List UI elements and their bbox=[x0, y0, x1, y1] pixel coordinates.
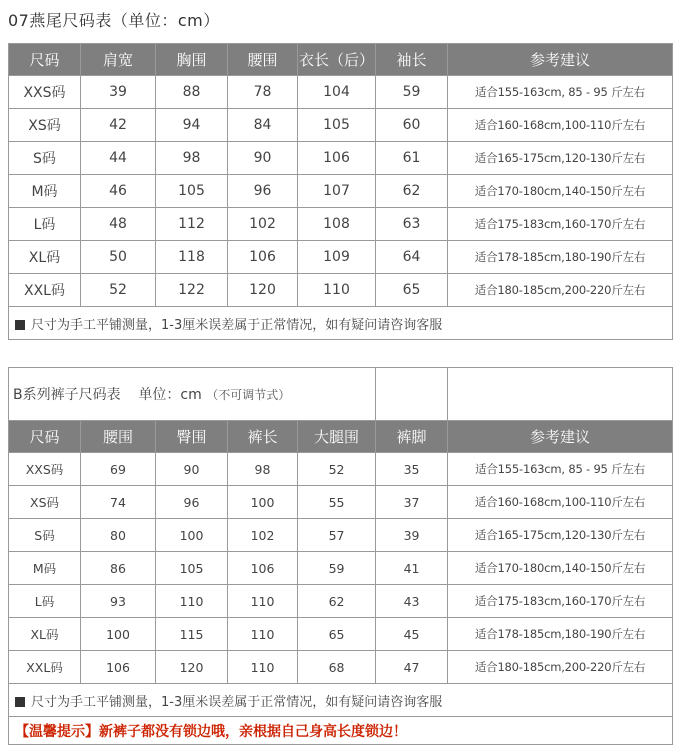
measure-cell: 62 bbox=[298, 585, 376, 618]
measure-cell: 110 bbox=[228, 585, 298, 618]
advice-cell: 适合160-168cm,100-110斤左右 bbox=[448, 486, 673, 519]
table-row bbox=[9, 486, 673, 519]
measure-cell: 109 bbox=[298, 241, 376, 274]
table-header-row bbox=[9, 44, 673, 76]
measure-cell: 52 bbox=[81, 274, 156, 307]
measure-cell: 112 bbox=[156, 208, 228, 241]
measure-cell: 120 bbox=[156, 651, 228, 684]
size-cell: M码 bbox=[9, 552, 81, 585]
col-header-size: 尺码 bbox=[9, 421, 81, 453]
table1-title: 07燕尾尺码表（单位：cm） bbox=[8, 11, 220, 30]
measure-cell: 39 bbox=[376, 519, 448, 552]
table2-title-empty-cell-2 bbox=[448, 368, 673, 421]
measure-cell: 122 bbox=[156, 274, 228, 307]
measure-cell: 39 bbox=[81, 76, 156, 109]
square-bullet-icon bbox=[15, 697, 25, 707]
measure-cell: 60 bbox=[376, 109, 448, 142]
table-row bbox=[9, 519, 673, 552]
table-row bbox=[9, 208, 673, 241]
measure-cell: 100 bbox=[156, 519, 228, 552]
advice-cell: 适合180-185cm,200-220斤左右 bbox=[448, 651, 673, 684]
advice-cell: 适合178-185cm,180-190斤左右 bbox=[448, 241, 673, 274]
table1-body bbox=[9, 76, 673, 307]
measure-cell: 35 bbox=[376, 453, 448, 486]
measure-cell: 69 bbox=[81, 453, 156, 486]
measure-cell: 110 bbox=[228, 618, 298, 651]
measure-cell: 47 bbox=[376, 651, 448, 684]
measure-cell: 118 bbox=[156, 241, 228, 274]
measure-cell: 105 bbox=[156, 552, 228, 585]
measure-cell: 110 bbox=[298, 274, 376, 307]
size-cell: XXL码 bbox=[9, 651, 81, 684]
size-cell: L码 bbox=[9, 585, 81, 618]
advice-cell: 适合170-180cm,140-150斤左右 bbox=[448, 175, 673, 208]
table-row bbox=[9, 552, 673, 585]
measure-cell: 86 bbox=[81, 552, 156, 585]
measure-cell: 120 bbox=[228, 274, 298, 307]
table2-note-cell bbox=[9, 684, 673, 717]
measure-cell: 46 bbox=[81, 175, 156, 208]
measure-cell: 98 bbox=[228, 453, 298, 486]
measure-cell: 102 bbox=[228, 519, 298, 552]
table-row bbox=[9, 618, 673, 651]
measure-cell: 50 bbox=[81, 241, 156, 274]
col-header-sleeve: 袖长 bbox=[376, 44, 448, 76]
measure-cell: 80 bbox=[81, 519, 156, 552]
measure-cell: 57 bbox=[298, 519, 376, 552]
measure-cell: 45 bbox=[376, 618, 448, 651]
table2-note: 尺寸为手工平铺测量，1-3厘米误差属于正常情况，如有疑问请咨询客服 bbox=[31, 694, 443, 710]
measure-cell: 106 bbox=[298, 142, 376, 175]
table2-tip-cell bbox=[9, 717, 673, 745]
measure-cell: 100 bbox=[228, 486, 298, 519]
table-row bbox=[9, 175, 673, 208]
table1-note-cell bbox=[9, 307, 673, 340]
col-header-waist: 腰围 bbox=[81, 421, 156, 453]
measure-cell: 100 bbox=[81, 618, 156, 651]
table-row bbox=[9, 651, 673, 684]
measure-cell: 52 bbox=[298, 453, 376, 486]
col-header-size: 尺码 bbox=[9, 44, 81, 76]
measure-cell: 115 bbox=[156, 618, 228, 651]
table2-title-row bbox=[9, 368, 673, 421]
advice-cell: 适合165-175cm,120-130斤左右 bbox=[448, 142, 673, 175]
measure-cell: 108 bbox=[298, 208, 376, 241]
measure-cell: 59 bbox=[376, 76, 448, 109]
col-header-shoulder: 肩宽 bbox=[81, 44, 156, 76]
table-row bbox=[9, 274, 673, 307]
measure-cell: 106 bbox=[81, 651, 156, 684]
measure-cell: 48 bbox=[81, 208, 156, 241]
measure-cell: 62 bbox=[376, 175, 448, 208]
table-row bbox=[9, 241, 673, 274]
advice-cell: 适合170-180cm,140-150斤左右 bbox=[448, 552, 673, 585]
col-header-advice: 参考建议 bbox=[448, 44, 673, 76]
measure-cell: 84 bbox=[228, 109, 298, 142]
tip-tag: 【温馨提示】 bbox=[15, 723, 99, 740]
measure-cell: 96 bbox=[156, 486, 228, 519]
measure-cell: 106 bbox=[228, 552, 298, 585]
col-header-waist: 腰围 bbox=[228, 44, 298, 76]
size-cell: XS码 bbox=[9, 486, 81, 519]
advice-cell: 适合180-185cm,200-220斤左右 bbox=[448, 274, 673, 307]
advice-cell: 适合155-163cm, 85 - 95 斤左右 bbox=[448, 76, 673, 109]
table-row bbox=[9, 109, 673, 142]
size-cell: M码 bbox=[9, 175, 81, 208]
table2-body bbox=[9, 453, 673, 684]
size-cell: XS码 bbox=[9, 109, 81, 142]
col-header-length: 衣长（后） bbox=[298, 44, 376, 76]
col-header-thigh: 大腿围 bbox=[298, 421, 376, 453]
size-table-tailcoat bbox=[8, 43, 673, 340]
measure-cell: 98 bbox=[156, 142, 228, 175]
size-cell: S码 bbox=[9, 142, 81, 175]
measure-cell: 102 bbox=[228, 208, 298, 241]
measure-cell: 68 bbox=[298, 651, 376, 684]
square-bullet-icon bbox=[15, 320, 25, 330]
advice-cell: 适合178-185cm,180-190斤左右 bbox=[448, 618, 673, 651]
table-row bbox=[9, 585, 673, 618]
measure-cell: 90 bbox=[228, 142, 298, 175]
advice-cell: 适合175-183cm,160-170斤左右 bbox=[448, 208, 673, 241]
measure-cell: 105 bbox=[156, 175, 228, 208]
measure-cell: 88 bbox=[156, 76, 228, 109]
measure-cell: 63 bbox=[376, 208, 448, 241]
advice-cell: 适合155-163cm, 85 - 95 斤左右 bbox=[448, 453, 673, 486]
size-cell: XXS码 bbox=[9, 453, 81, 486]
measure-cell: 74 bbox=[81, 486, 156, 519]
col-header-hip: 臀围 bbox=[156, 421, 228, 453]
measure-cell: 65 bbox=[298, 618, 376, 651]
table2-title: B系列裤子尺码表 bbox=[13, 387, 121, 403]
measure-cell: 59 bbox=[298, 552, 376, 585]
col-header-advice: 参考建议 bbox=[448, 421, 673, 453]
col-header-chest: 胸围 bbox=[156, 44, 228, 76]
measure-cell: 93 bbox=[81, 585, 156, 618]
measure-cell: 78 bbox=[228, 76, 298, 109]
size-cell: L码 bbox=[9, 208, 81, 241]
measure-cell: 61 bbox=[376, 142, 448, 175]
table2-subtitle: （不可调节式） bbox=[206, 388, 291, 402]
size-cell: S码 bbox=[9, 519, 81, 552]
advice-cell: 适合175-183cm,160-170斤左右 bbox=[448, 585, 673, 618]
measure-cell: 43 bbox=[376, 585, 448, 618]
table-row bbox=[9, 142, 673, 175]
measure-cell: 55 bbox=[298, 486, 376, 519]
advice-cell: 适合160-168cm,100-110斤左右 bbox=[448, 109, 673, 142]
measure-cell: 106 bbox=[228, 241, 298, 274]
size-table-pants bbox=[8, 367, 673, 745]
table2-note-row bbox=[9, 684, 673, 717]
tip-text: 新裤子都没有锁边哦，亲根据自己身高长度锁边！ bbox=[99, 723, 407, 740]
measure-cell: 105 bbox=[298, 109, 376, 142]
table1-note-row bbox=[9, 307, 673, 340]
measure-cell: 42 bbox=[81, 109, 156, 142]
size-cell: XL码 bbox=[9, 618, 81, 651]
measure-cell: 104 bbox=[298, 76, 376, 109]
measure-cell: 64 bbox=[376, 241, 448, 274]
measure-cell: 65 bbox=[376, 274, 448, 307]
measure-cell: 37 bbox=[376, 486, 448, 519]
measure-cell: 110 bbox=[156, 585, 228, 618]
col-header-hem: 裤脚 bbox=[376, 421, 448, 453]
table2-unit: 单位：cm bbox=[138, 387, 202, 403]
table1-note: 尺寸为手工平铺测量，1-3厘米误差属于正常情况，如有疑问请咨询客服 bbox=[31, 317, 443, 333]
size-cell: XXL码 bbox=[9, 274, 81, 307]
size-cell: XXS码 bbox=[9, 76, 81, 109]
measure-cell: 107 bbox=[298, 175, 376, 208]
advice-cell: 适合165-175cm,120-130斤左右 bbox=[448, 519, 673, 552]
table-header-row bbox=[9, 421, 673, 453]
size-cell: XL码 bbox=[9, 241, 81, 274]
table-row bbox=[9, 76, 673, 109]
measure-cell: 41 bbox=[376, 552, 448, 585]
measure-cell: 110 bbox=[228, 651, 298, 684]
table2-title-cell bbox=[9, 368, 376, 421]
table-row bbox=[9, 453, 673, 486]
measure-cell: 44 bbox=[81, 142, 156, 175]
measure-cell: 94 bbox=[156, 109, 228, 142]
measure-cell: 96 bbox=[228, 175, 298, 208]
table2-tip-row bbox=[9, 717, 673, 745]
col-header-pants-length: 裤长 bbox=[228, 421, 298, 453]
measure-cell: 90 bbox=[156, 453, 228, 486]
table2-title-empty-cell-1 bbox=[376, 368, 448, 421]
